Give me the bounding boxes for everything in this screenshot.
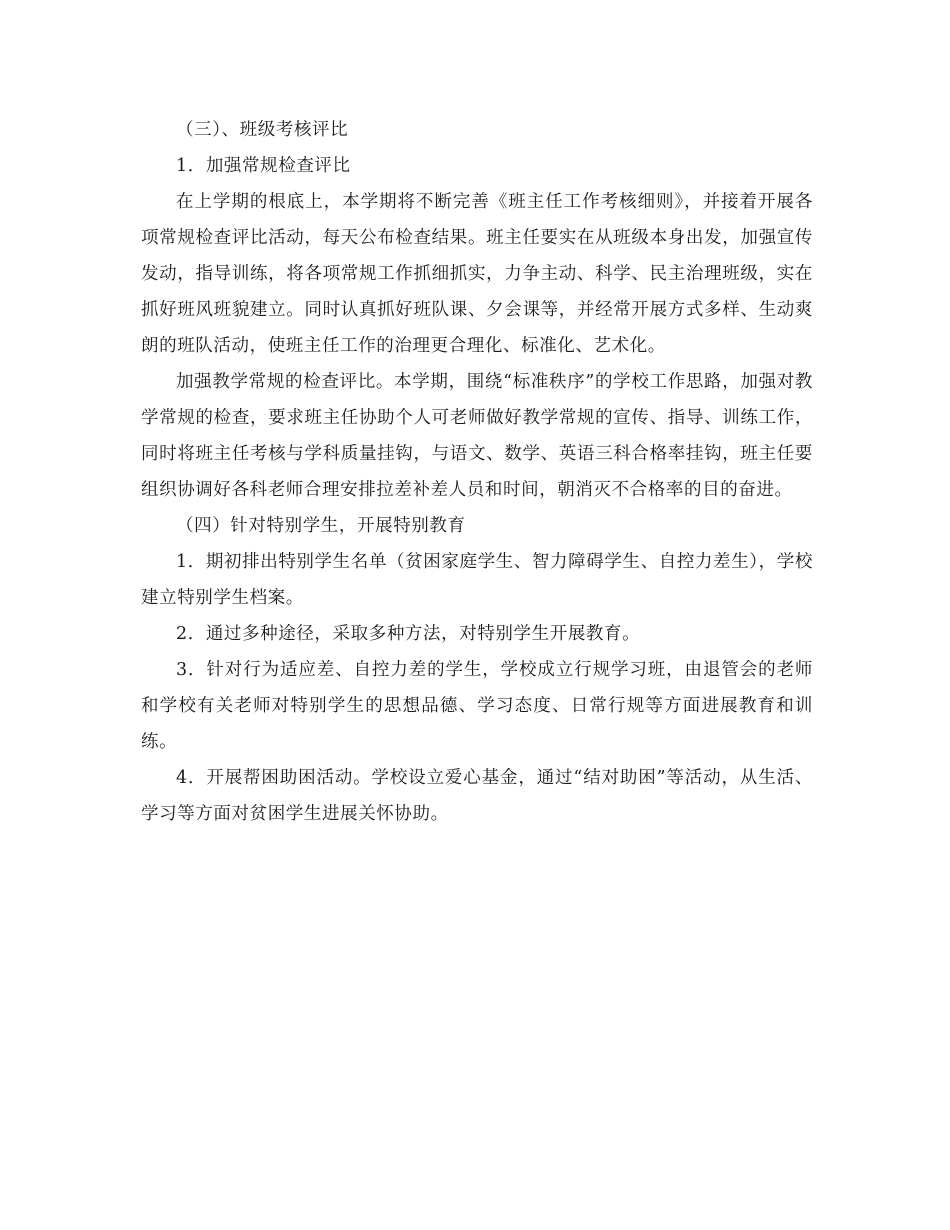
document-body <box>141 112 813 832</box>
paragraph-teaching-inspection: 加强教学常规的检查评比。本学期，围绕“标准秩序”的学校工作思路，加强对教学常规的检查，要求班主任协助个人可老师做好教学常规的宣传、指导、训练工作，同时将班主任考核与学科质量挂钩，与语文、数学、英语三科合格率挂钩，班主任要组织协调好各科老师合理安排拉差补差人员和时间，朝消灭不合格率的目的奋进。 <box>141 372 813 500</box>
section-heading-3: （三）、班级考核评比 <box>176 120 349 140</box>
list-item-4: 4．开展帮困助困活动。学校设立爱心基金，通过“结对助困”等活动，从生活、学习等方面对贫困学生进展关怀协助。 <box>141 768 813 824</box>
subsection-heading-1: 1．加强常规检查评比 <box>176 156 351 176</box>
section-heading-4: （四）针对特别学生，开展特别教育 <box>176 516 466 536</box>
list-item-2: 2．通过多种途径，采取多种方法，对特别学生开展教育。 <box>176 624 641 644</box>
list-item-3: 3．针对行为适应差、自控力差的学生，学校成立行规学习班，由退管会的老师和学校有关老师对特别学生的思想品德、学习态度、日常行规等方面进展教育和训练。 <box>141 660 813 752</box>
list-item-1: 1．期初排出特别学生名单（贫困家庭学生、智力障碍学生、自控力差生），学校建立特别学生档案。 <box>141 552 813 608</box>
paragraph-routine-inspection: 在上学期的根底上，本学期将不断完善《班主任工作考核细则》，并接着开展各项常规检查评比活动，每天公布检查结果。班主任要实在从班级本身出发，加强宣传发动，指导训练，将各项常规工作抓细抓实，力争主动、科学、民主治理班级，实在抓好班风班貌建立。同时认真抓好班队课、夕会课等，并经常开展方式多样、生动爽朗的班队活动，使班主任工作的治理更合理化、标准化、艺术化。 <box>141 192 813 356</box>
